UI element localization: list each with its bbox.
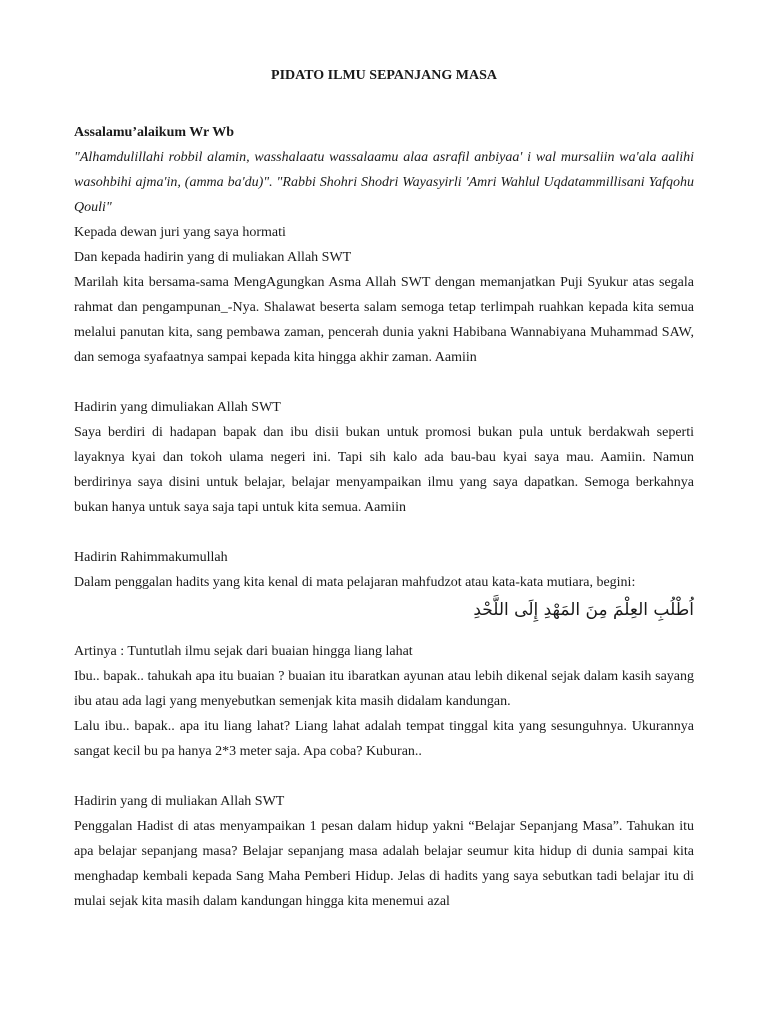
- heading-hadirin-rahimmakumullah: Hadirin Rahimmakumullah: [74, 550, 228, 565]
- paragraph-penggalan-hadist: Penggalan Hadist di atas menyampaikan 1 pesan dalam hidup yakni “Belajar Sepanjang Masa”. Tahukan itu apa belajar sepanjang masa? Belajar sepanjang masa adalah belajar seumur kita hidup di dunia sampai kita menghadap kembali kepada Sang Maha Pemberi Hidup. Jelas di hadits yang saya sebutkan tadi belajar itu di mulai sejak kita masih dalam kandungan hingga kita menemui azal: [74, 819, 694, 909]
- paragraph-berdiri: Saya berdiri di hadapan bapak dan ibu disii bukan untuk promosi bukan pula untuk berdakwah seperti layaknya kyai dan tokoh ulama negeri ini. Tapi sih kalo ada bau-bau kyai saya mau. Aamiin. Namun berdirinya saya disini untuk belajar, belajar menyampaikan ilmu yang saya dapatkan. Semoga berkahnya bukan hanya untuk saya saja tapi untuk kita semua. Aamiin: [74, 425, 694, 515]
- document-page: [74, 64, 694, 914]
- paragraph-buaian: Ibu.. bapak.. tahukah apa itu buaian ? buaian itu ibaratkan ayunan atau lebih dikenal sejak dalam kasih sayang ibu atau ada lagi yang menyebutkan semenjak kita masih didalam kandungan.: [74, 669, 694, 709]
- paragraph-spacer: [74, 764, 694, 789]
- paragraph-spacer: [74, 370, 694, 395]
- document-title: PIDATO ILMU SEPANJANG MASA: [271, 68, 497, 83]
- paragraph-spacer: [74, 625, 694, 639]
- paragraph-hadirin: Dan kepada hadirin yang di muliakan Allah SWT: [74, 250, 352, 265]
- heading-hadirin-dimuliakan: Hadirin yang dimuliakan Allah SWT: [74, 400, 281, 415]
- greeting: Assalamu’alaikum Wr Wb: [74, 125, 235, 140]
- paragraph-dewan-juri: Kepada dewan juri yang saya hormati: [74, 225, 286, 240]
- heading-hadirin-di-muliakan: Hadirin yang di muliakan Allah SWT: [74, 794, 285, 809]
- paragraph-hadits-intro: Dalam penggalan hadits yang kita kenal di mata pelajaran mahfudzot atau kata-kata mutiara, begini:: [74, 575, 636, 590]
- paragraph-puji-syukur: Marilah kita bersama-sama MengAgungkan Asma Allah SWT dengan memanjatkan Puji Syukur atas segala rahmat dan pengampunan_-Nya. Shalawat beserta salam semoga tetap terlimpah ruahkan kepada kita semua melalui panutan kita, sang pembawa zaman, pencerah dunia yakni Habibana Wannabiyana Muhammad SAW, dan semoga syafaatnya sampai kepada kita hingga akhir zaman. Aamiin: [74, 275, 694, 365]
- paragraph-spacer: [74, 520, 694, 545]
- opening-prayer: "Alhamdulillahi robbil alamin, wasshalaatu wassalaamu alaa asrafil anbiyaa' i wal mursaliin wa'ala aalihi wasohbihi ajma'in, (amma ba'du)". "Rabbi Shohri Shodri Wayasyirli 'Amri Wahlul Uqdatammillisani Yafqohu Qouli": [74, 150, 694, 215]
- paragraph-liang-lahat: Lalu ibu.. bapak.. apa itu liang lahat? Liang lahat adalah tempat tinggal kita yang sesunguhnya. Ukurannya sangat kecil bu pa hanya 2*3 meter saja. Apa coba? Kuburan..: [74, 719, 694, 759]
- arabic-hadith: اُطْلُبِ العِلْمَ مِنَ المَهْدِ إِلَى اللَّحْدِ: [473, 600, 694, 620]
- paragraph-artinya: Artinya : Tuntutlah ilmu sejak dari buaian hingga liang lahat: [74, 644, 413, 659]
